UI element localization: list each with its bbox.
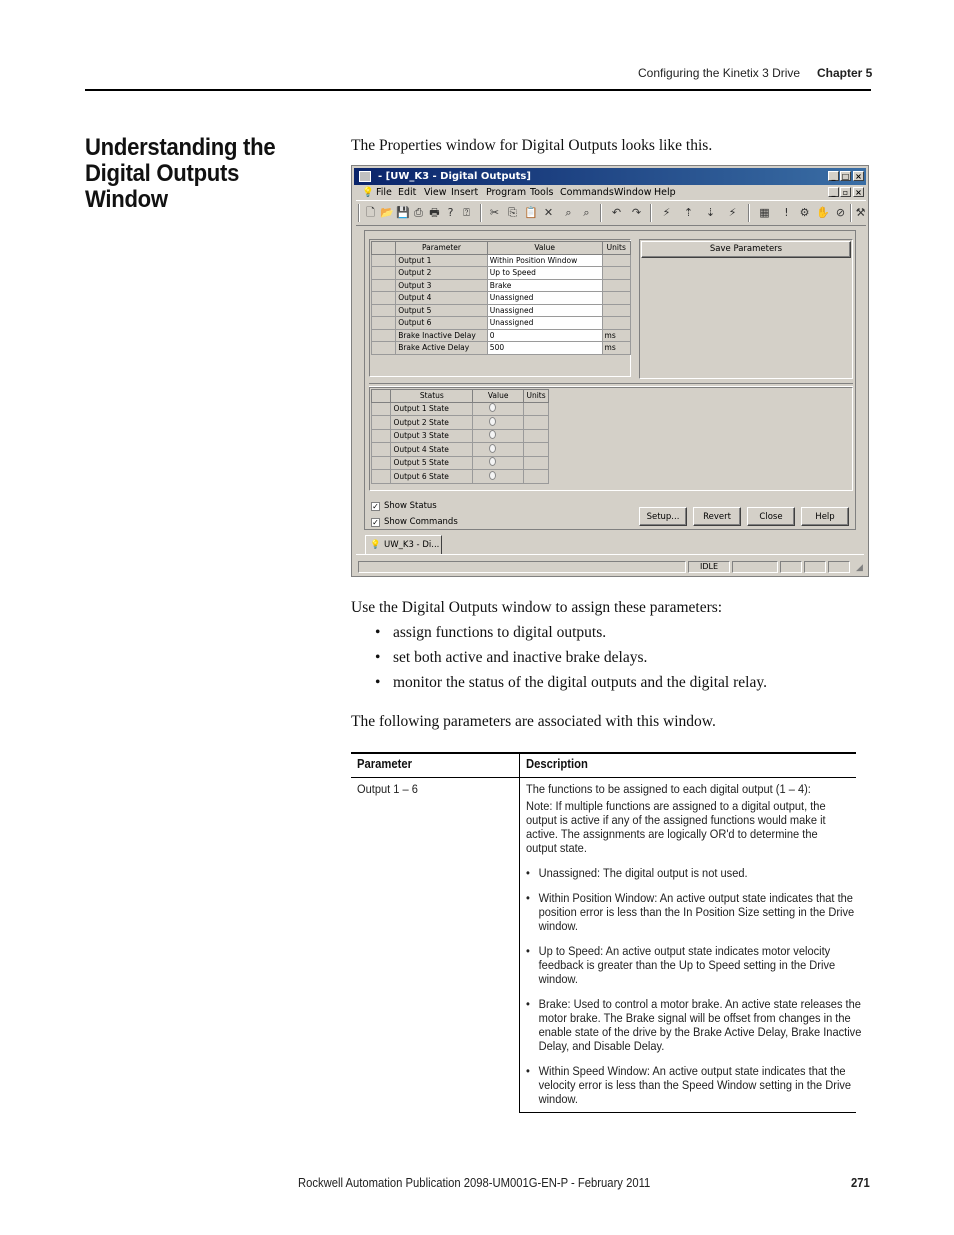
param-name: Output 3 [396,279,488,292]
header-status-units: Units [524,390,549,403]
table-row [372,456,549,470]
table-row [372,292,631,305]
status-grid [371,389,549,484]
close-button[interactable]: Close [747,507,795,526]
param-units [602,254,630,267]
param-value[interactable]: Unassigned [487,292,602,305]
resize-grip-icon[interactable]: ◢ [856,562,863,572]
param-name: Output 2 [396,267,488,280]
param-name: Output 5 [396,304,488,317]
status-name: Output 2 State [391,416,473,430]
mdi-restore-icon[interactable]: ▫ [840,187,851,197]
page-number: 271 [851,1176,870,1190]
open-icon[interactable]: 📂 [380,206,394,219]
table-row [372,304,631,317]
param-value[interactable]: Brake [487,279,602,292]
status-led-icon [473,416,524,430]
find-icon[interactable]: ⌕ [565,206,572,219]
table-row [372,317,631,330]
minimize-icon[interactable]: _ [828,171,839,181]
table-top-rule [351,752,856,754]
table-row [372,267,631,280]
param-units [602,304,630,317]
disable-icon[interactable]: ⊘ [835,206,846,219]
new-icon[interactable]: 🗋 [366,206,375,219]
param-name: Output 6 [396,317,488,330]
table-row [372,416,549,430]
save-icon[interactable]: 💾 [396,206,410,219]
toolbar-separator [650,204,652,222]
status-pane [732,561,778,573]
bullet-icon: • [375,624,381,641]
monitor-icon[interactable]: ▦ [759,206,770,219]
table-param-name: Output 1 – 6 [357,782,418,796]
show-commands-label: Show Commands [384,517,458,527]
upload-icon[interactable]: ⇡ [683,206,694,219]
undo-icon[interactable]: ↶ [611,206,622,219]
menu-help[interactable]: Help [654,187,676,198]
param-value[interactable]: Up to Speed [487,267,602,280]
status-name: Output 1 State [391,402,473,416]
context-help-icon[interactable]: ⍰ [463,206,470,219]
window-title: - [UW_K3 - Digital Outputs] [378,171,531,182]
tab-label: UW_K3 - Di... [384,540,440,550]
param-units [602,292,630,305]
table-row [372,342,631,355]
print-preview-icon[interactable]: ⎙ [414,206,423,219]
param-name: Output 4 [396,292,488,305]
connect-icon[interactable]: ⚡ [662,206,671,219]
parameter-grid [371,241,631,355]
description-intro: The functions to be assigned to each digital output (1 – 4): [526,782,811,796]
status-name: Output 5 State [391,456,473,470]
description-note: Note: If multiple functions are assigned to a digital output, the output is active if any of the assigned functions would make it active. The assignments are logically OR'd to determine the output state. [526,799,826,855]
param-name: Output 1 [396,254,488,267]
tab-strip-line [356,554,864,555]
bullet-icon: • [526,944,530,958]
param-name: Brake Inactive Delay [396,329,488,342]
menu-view[interactable]: View [424,187,447,198]
copy-icon[interactable]: ⎘ [508,206,517,219]
disconnect-icon[interactable]: ⚡ [728,206,737,219]
toolbar-separator [600,204,602,222]
cut-icon[interactable]: ✂ [489,206,500,219]
download-icon[interactable]: ⇣ [705,206,716,219]
status-bar [354,559,866,574]
use-text: Use the Digital Outputs window to assign these parameters: [351,599,723,616]
menu-tools[interactable]: Tools [530,187,554,198]
warning-icon[interactable]: ! [784,206,789,219]
app-icon [359,171,371,182]
save-panel [639,239,853,379]
param-name: Brake Active Delay [396,342,488,355]
table-row [372,254,631,267]
intro-text: The Properties window for Digital Outputs looks like this. [351,137,713,154]
param-units: ms [602,329,630,342]
status-led-icon [473,402,524,416]
table-row [372,443,549,457]
bulb-icon: 💡 [370,540,381,550]
menu-program[interactable]: Program [486,187,527,198]
table-row [372,429,549,443]
bulb-icon: 💡 [362,187,374,198]
table-column-divider [519,754,520,1113]
param-units [602,267,630,280]
toolbar-separator [480,204,482,222]
bullet-icon: • [375,649,381,666]
status-pane [358,561,686,573]
chapter-label: Chapter 5 [817,66,873,80]
bullet-icon: • [375,674,381,691]
header-rule [85,89,871,91]
redo-icon[interactable]: ↷ [631,206,642,219]
following-text: The following parameters are associated with this window. [351,713,716,730]
grid-corner [372,242,396,255]
paste-icon[interactable]: 📋 [524,206,538,219]
table-header-description: Description [526,757,588,771]
table-bottom-rule [519,1112,856,1113]
mdi-close-icon[interactable]: × [853,187,864,197]
close-window-icon[interactable]: × [853,171,864,181]
menu-file[interactable]: File [376,187,392,198]
param-value[interactable]: 500 [487,342,602,355]
mdi-minimize-icon[interactable]: _ [828,187,839,197]
header-value: Value [487,242,602,255]
header-status-value: Value [473,390,524,403]
delete-icon[interactable]: ✕ [543,206,554,219]
document-tab[interactable] [365,535,442,555]
save-parameters-button[interactable]: Save Parameters [641,241,851,258]
status-name: Output 3 State [391,429,473,443]
show-status-label: Show Status [384,501,437,511]
grid-corner [372,390,391,403]
toolbar-separator [850,204,852,222]
table-header-rule [351,777,856,778]
param-units: ms [602,342,630,355]
status-led-icon [473,429,524,443]
menu-commands[interactable]: Commands [560,187,614,198]
table-row [372,402,549,416]
toolbar-grip [358,204,360,222]
stop-hand-icon[interactable]: ✋ [816,206,830,219]
status-pane [828,561,850,573]
print-icon[interactable]: 🖶 [429,206,440,219]
config-icon[interactable]: ⚙ [799,206,810,219]
param-units [602,279,630,292]
header-parameter: Parameter [396,242,488,255]
header-status: Status [391,390,473,403]
param-units [602,317,630,330]
status-led-icon [473,470,524,484]
param-value[interactable]: 0 [487,329,602,342]
replace-icon[interactable]: ⌕ [583,206,590,219]
section-title: Understanding the Digital Outputs Window [85,134,276,213]
show-commands-checkbox[interactable]: ✓ [372,518,379,527]
window-title-bar [354,168,866,185]
table-header-parameter: Parameter [357,757,413,771]
status-pane [804,561,826,573]
toolbar-separator [748,204,750,222]
menu-bar [354,185,866,200]
digital-outputs-window [351,165,869,577]
setup-button[interactable]: Setup... [639,507,687,526]
param-value[interactable]: Unassigned [487,317,602,330]
help-icon[interactable]: ? [447,206,454,219]
table-row [372,279,631,292]
revert-button[interactable]: Revert [693,507,741,526]
idle-status: IDLE [688,561,730,573]
bullet-icon: • [526,891,530,905]
status-led-icon [473,456,524,470]
status-name: Output 6 State [391,470,473,484]
status-name: Output 4 State [391,443,473,457]
menu-edit[interactable]: Edit [398,187,417,198]
status-led-icon [473,443,524,457]
param-value[interactable]: Unassigned [487,304,602,317]
table-row [372,470,549,484]
show-status-checkbox[interactable]: ✓ [372,502,379,511]
maximize-icon[interactable]: □ [841,172,850,181]
bullet-icon: • [526,997,530,1011]
properties-client-area [364,230,856,530]
menu-window[interactable]: Window [614,187,652,198]
status-pane [780,561,802,573]
chapter-title: Configuring the Kinetix 3 Drive [638,66,801,80]
table-row [372,329,631,342]
bullet-icon: • [526,866,530,880]
toolbar [356,200,866,226]
param-value[interactable]: Within Position Window [487,254,602,267]
menu-insert[interactable]: Insert [451,187,479,198]
bullet-icon: • [526,1064,530,1078]
tools-icon[interactable]: ⚒ [855,206,866,219]
header-units: Units [602,242,630,255]
footer-publication: Rockwell Automation Publication 2098-UM001G-EN-P - February 2011 [298,1176,651,1190]
help-button[interactable]: Help [801,507,849,526]
